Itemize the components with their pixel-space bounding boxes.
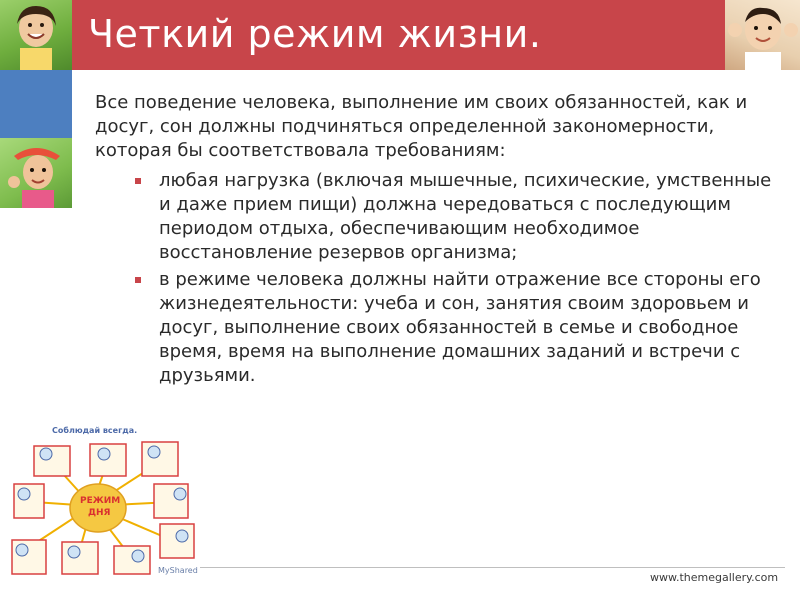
- page-title: Четкий режим жизни.: [88, 12, 542, 56]
- list-item: [135, 169, 785, 265]
- bullet-text: любая нагрузка (включая мышечные, психические, умственные и даже прием пищи) должна чередоваться с последующим периодом отдыха, обеспечивающим необходимое восстановление резервов организма;: [159, 170, 772, 263]
- footer-divider: [200, 567, 785, 568]
- list-item: [135, 268, 785, 388]
- diagram-center-label: ДНЯ: [88, 508, 111, 518]
- slide-body: [95, 91, 785, 391]
- diagram-title: Соблюдай всегда.: [52, 426, 138, 435]
- watermark-logo: MyShared: [158, 566, 198, 575]
- child-photo-left: [0, 138, 72, 208]
- intro-paragraph: Все поведение человека, выполнение им своих обязанностей, как и досуг, сон должны подчиняться определенной закономерности, которая бы соответствовала требованиям:: [95, 92, 748, 161]
- child-photo-top-left: [0, 0, 72, 70]
- daily-routine-diagram: [8, 424, 204, 582]
- bullet-square-icon: [135, 277, 141, 283]
- footer-url: www.themegallery.com: [650, 571, 779, 584]
- decorative-blue-block: [0, 70, 72, 138]
- diagram-center-label: РЕЖИМ: [80, 496, 121, 506]
- bullet-square-icon: [135, 178, 141, 184]
- bullet-list: [95, 169, 785, 388]
- child-photo-top-right: [725, 0, 800, 70]
- bullet-text: в режиме человека должны найти отражение все стороны его жизнедеятельности: учеба и сон, занятия своим здоровьем и досуг, выполнение своих обязанностей в семье и свободное время, время на выполнение домашних заданий и встречи с друзьями.: [159, 269, 761, 386]
